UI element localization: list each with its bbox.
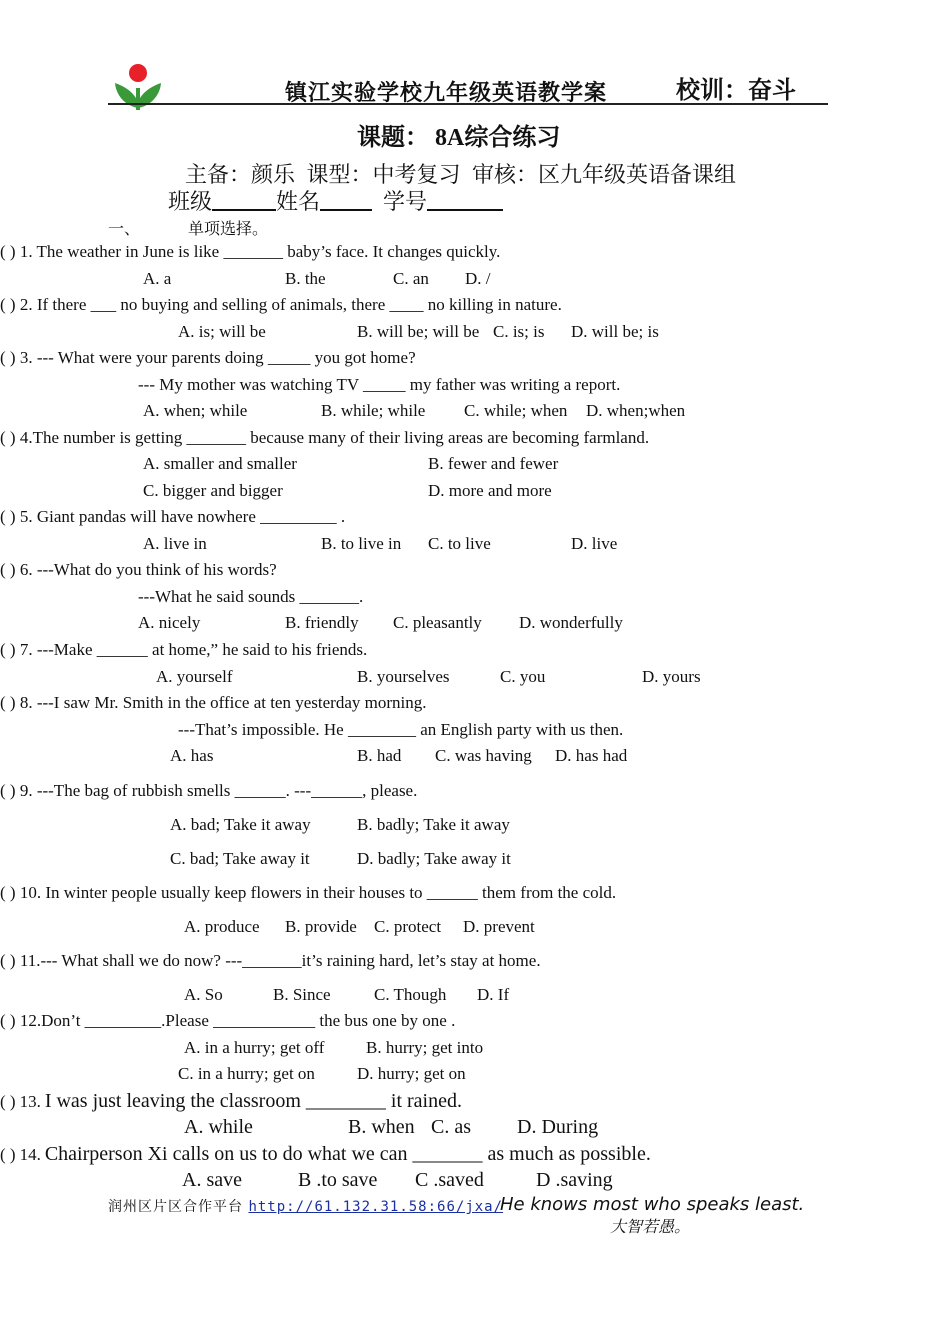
answer-paren[interactable]: ( ) [0,428,16,447]
option-d: D. live [571,534,618,553]
question-7 [0,640,367,660]
answer-paren[interactable]: ( ) [0,883,16,902]
question-5 [0,507,345,527]
option-c: C. bigger and bigger [143,481,283,500]
question-10 [0,883,616,903]
option-d: D. yours [642,667,701,686]
question-11 [0,951,541,971]
option-b: B. badly; Take it away [357,815,510,834]
option-c: C. you [500,667,546,686]
question-3 [0,348,416,368]
option-b: B. when [348,1116,415,1138]
answer-paren[interactable]: ( ) [0,295,16,314]
option-c: C. to live [428,534,491,553]
option-d: D. badly; Take away it [357,849,511,868]
answer-paren[interactable]: ( ) [0,781,16,800]
question-9 [0,781,417,801]
option-a: A. nicely [138,613,201,632]
lesson-meta: 主备：颜乐 课型：中考复习 审核：区九年级英语备课组 [185,162,737,187]
question-stem: 12.Don’t _________.Please ____________ the bus one by one . [19,1011,456,1030]
question-2 [0,295,562,315]
class-blank[interactable] [212,189,276,211]
option-a: A. produce [184,917,260,936]
question-stem: 3. --- What were your parents doing _____ you got home? [19,348,416,367]
option-a: A. smaller and smaller [143,454,297,473]
option-c: C. an [393,269,429,288]
platform-link[interactable]: http://61.132.31.58:66/jxa/ [248,1199,504,1215]
question-4 [0,428,649,448]
question-number: 14. [19,1145,41,1164]
option-d: D. wonderfully [519,613,623,632]
option-b: B. will be; will be [357,322,480,341]
question-stem: 5. Giant pandas will have nowhere _________ . [19,507,346,526]
option-d: D. more and more [428,481,552,500]
option-c: C .saved [415,1169,484,1191]
option-d: D. hurry; get on [357,1064,466,1083]
option-b: B. to live in [321,534,402,553]
question-14 [0,1143,651,1166]
option-c: C. in a hurry; get on [178,1064,315,1083]
option-a: A. has [170,746,214,765]
option-a: A. is; will be [178,322,266,341]
section-number: 一、 [108,221,141,238]
question-8-line2: ---That’s impossible. He ________ an English party with us then. [178,720,624,739]
question-stem: 8. ---I saw Mr. Smith in the office at ten yesterday morning. [19,693,427,712]
option-a: A. save [182,1169,242,1191]
answer-paren[interactable]: ( ) [0,640,16,659]
option-a: A. in a hurry; get off [184,1038,325,1057]
number-blank[interactable] [427,189,503,211]
question-stem: 1. The weather in June is like _______ baby’s face. It changes quickly. [19,242,501,261]
school-motto: 校训：奋斗 [676,76,796,104]
question-stem: I was just leaving the classroom ________ it rained. [44,1090,462,1112]
answer-paren[interactable]: ( ) [0,348,16,367]
header-rule [108,103,828,105]
question-stem: 9. ---The bag of rubbish smells ______. ---______, please. [19,781,418,800]
answer-paren[interactable]: ( ) [0,242,16,261]
option-c: C. bad; Take away it [170,849,310,868]
question-6-line2: ---What he said sounds _______. [138,587,364,606]
option-b: B. the [285,269,326,288]
option-d: D. During [517,1116,599,1138]
option-b: B. hurry; get into [366,1038,484,1057]
option-c: C. pleasantly [393,613,482,632]
option-b: B. while; while [321,401,426,420]
answer-paren[interactable]: ( ) [0,1011,16,1030]
option-d: D. / [465,269,491,288]
answer-paren[interactable]: ( ) [0,560,16,579]
question-12 [0,1011,455,1031]
option-b: B. friendly [285,613,359,632]
option-a: A. a [143,269,172,288]
answer-paren[interactable]: ( ) [0,1145,16,1164]
option-a: A. So [184,985,223,1004]
name-label: 姓名 [276,189,321,214]
section-label: 单项选择。 [188,221,269,238]
answer-paren[interactable]: ( ) [0,1092,16,1111]
option-c: C. protect [374,917,442,936]
lesson-topic: 课题： 8A综合练习 [357,125,561,151]
option-b: B. provide [285,917,357,936]
header-title: 镇江实验学校九年级英语教学案 [285,81,608,106]
answer-paren[interactable]: ( ) [0,507,16,526]
option-c: C. was having [435,746,532,765]
option-b: B. yourselves [357,667,450,686]
name-blank[interactable] [320,189,372,211]
question-13 [0,1090,462,1113]
option-a: A. bad; Take it away [170,815,311,834]
option-b: B. fewer and fewer [428,454,559,473]
footer [108,1196,503,1216]
option-c: C. is; is [493,322,545,341]
option-b: B. had [357,746,402,765]
question-stem: 2. If there ___ no buying and selling of animals, there ____ no killing in nature. [19,295,562,314]
class-label: 班级 [168,189,213,214]
number-label: 学号 [383,189,428,214]
question-6 [0,560,277,580]
question-1 [0,242,500,262]
option-d: D .saving [536,1169,613,1191]
question-stem: 11.--- What shall we do now? ---_______it’s raining hard, let’s stay at home. [19,951,541,970]
chinese-quote: 大智若愚。 [610,1217,691,1236]
option-c: C. as [431,1116,471,1138]
answer-paren[interactable]: ( ) [0,951,16,970]
option-c: C. Though [374,985,447,1004]
option-a: A. live in [143,534,207,553]
question-stem: Chairperson Xi calls on us to do what we can _______ as much as possible. [44,1143,651,1165]
option-d: D. prevent [463,917,535,936]
option-d: D. has had [555,746,628,765]
english-quote: He knows most who speaks least. [500,1194,805,1215]
student-info [168,185,503,216]
option-b: B. Since [273,985,331,1004]
question-stem: 4.The number is getting _______ because many of their living areas are becoming farmland. [19,428,650,447]
question-3-line2: --- My mother was watching TV _____ my father was writing a report. [138,375,621,394]
answer-paren[interactable]: ( ) [0,693,16,712]
option-a: A. when; while [143,401,248,420]
option-b: B .to save [298,1169,378,1191]
question-8 [0,693,426,713]
option-a: A. while [184,1116,253,1138]
option-a: A. yourself [156,667,233,686]
section-heading [108,216,268,239]
question-stem: 7. ---Make ______ at home,” he said to his friends. [19,640,368,659]
question-stem: 10. In winter people usually keep flowers in their houses to ______ them from the cold. [19,883,617,902]
question-number: 13. [19,1092,41,1111]
option-c: C. while; when [464,401,568,420]
option-d: D. will be; is [571,322,659,341]
option-d: D. If [477,985,510,1004]
platform-name: 润州区片区合作平台 [108,1199,243,1215]
option-d: D. when;when [586,401,686,420]
question-stem: 6. ---What do you think of his words? [19,560,277,579]
